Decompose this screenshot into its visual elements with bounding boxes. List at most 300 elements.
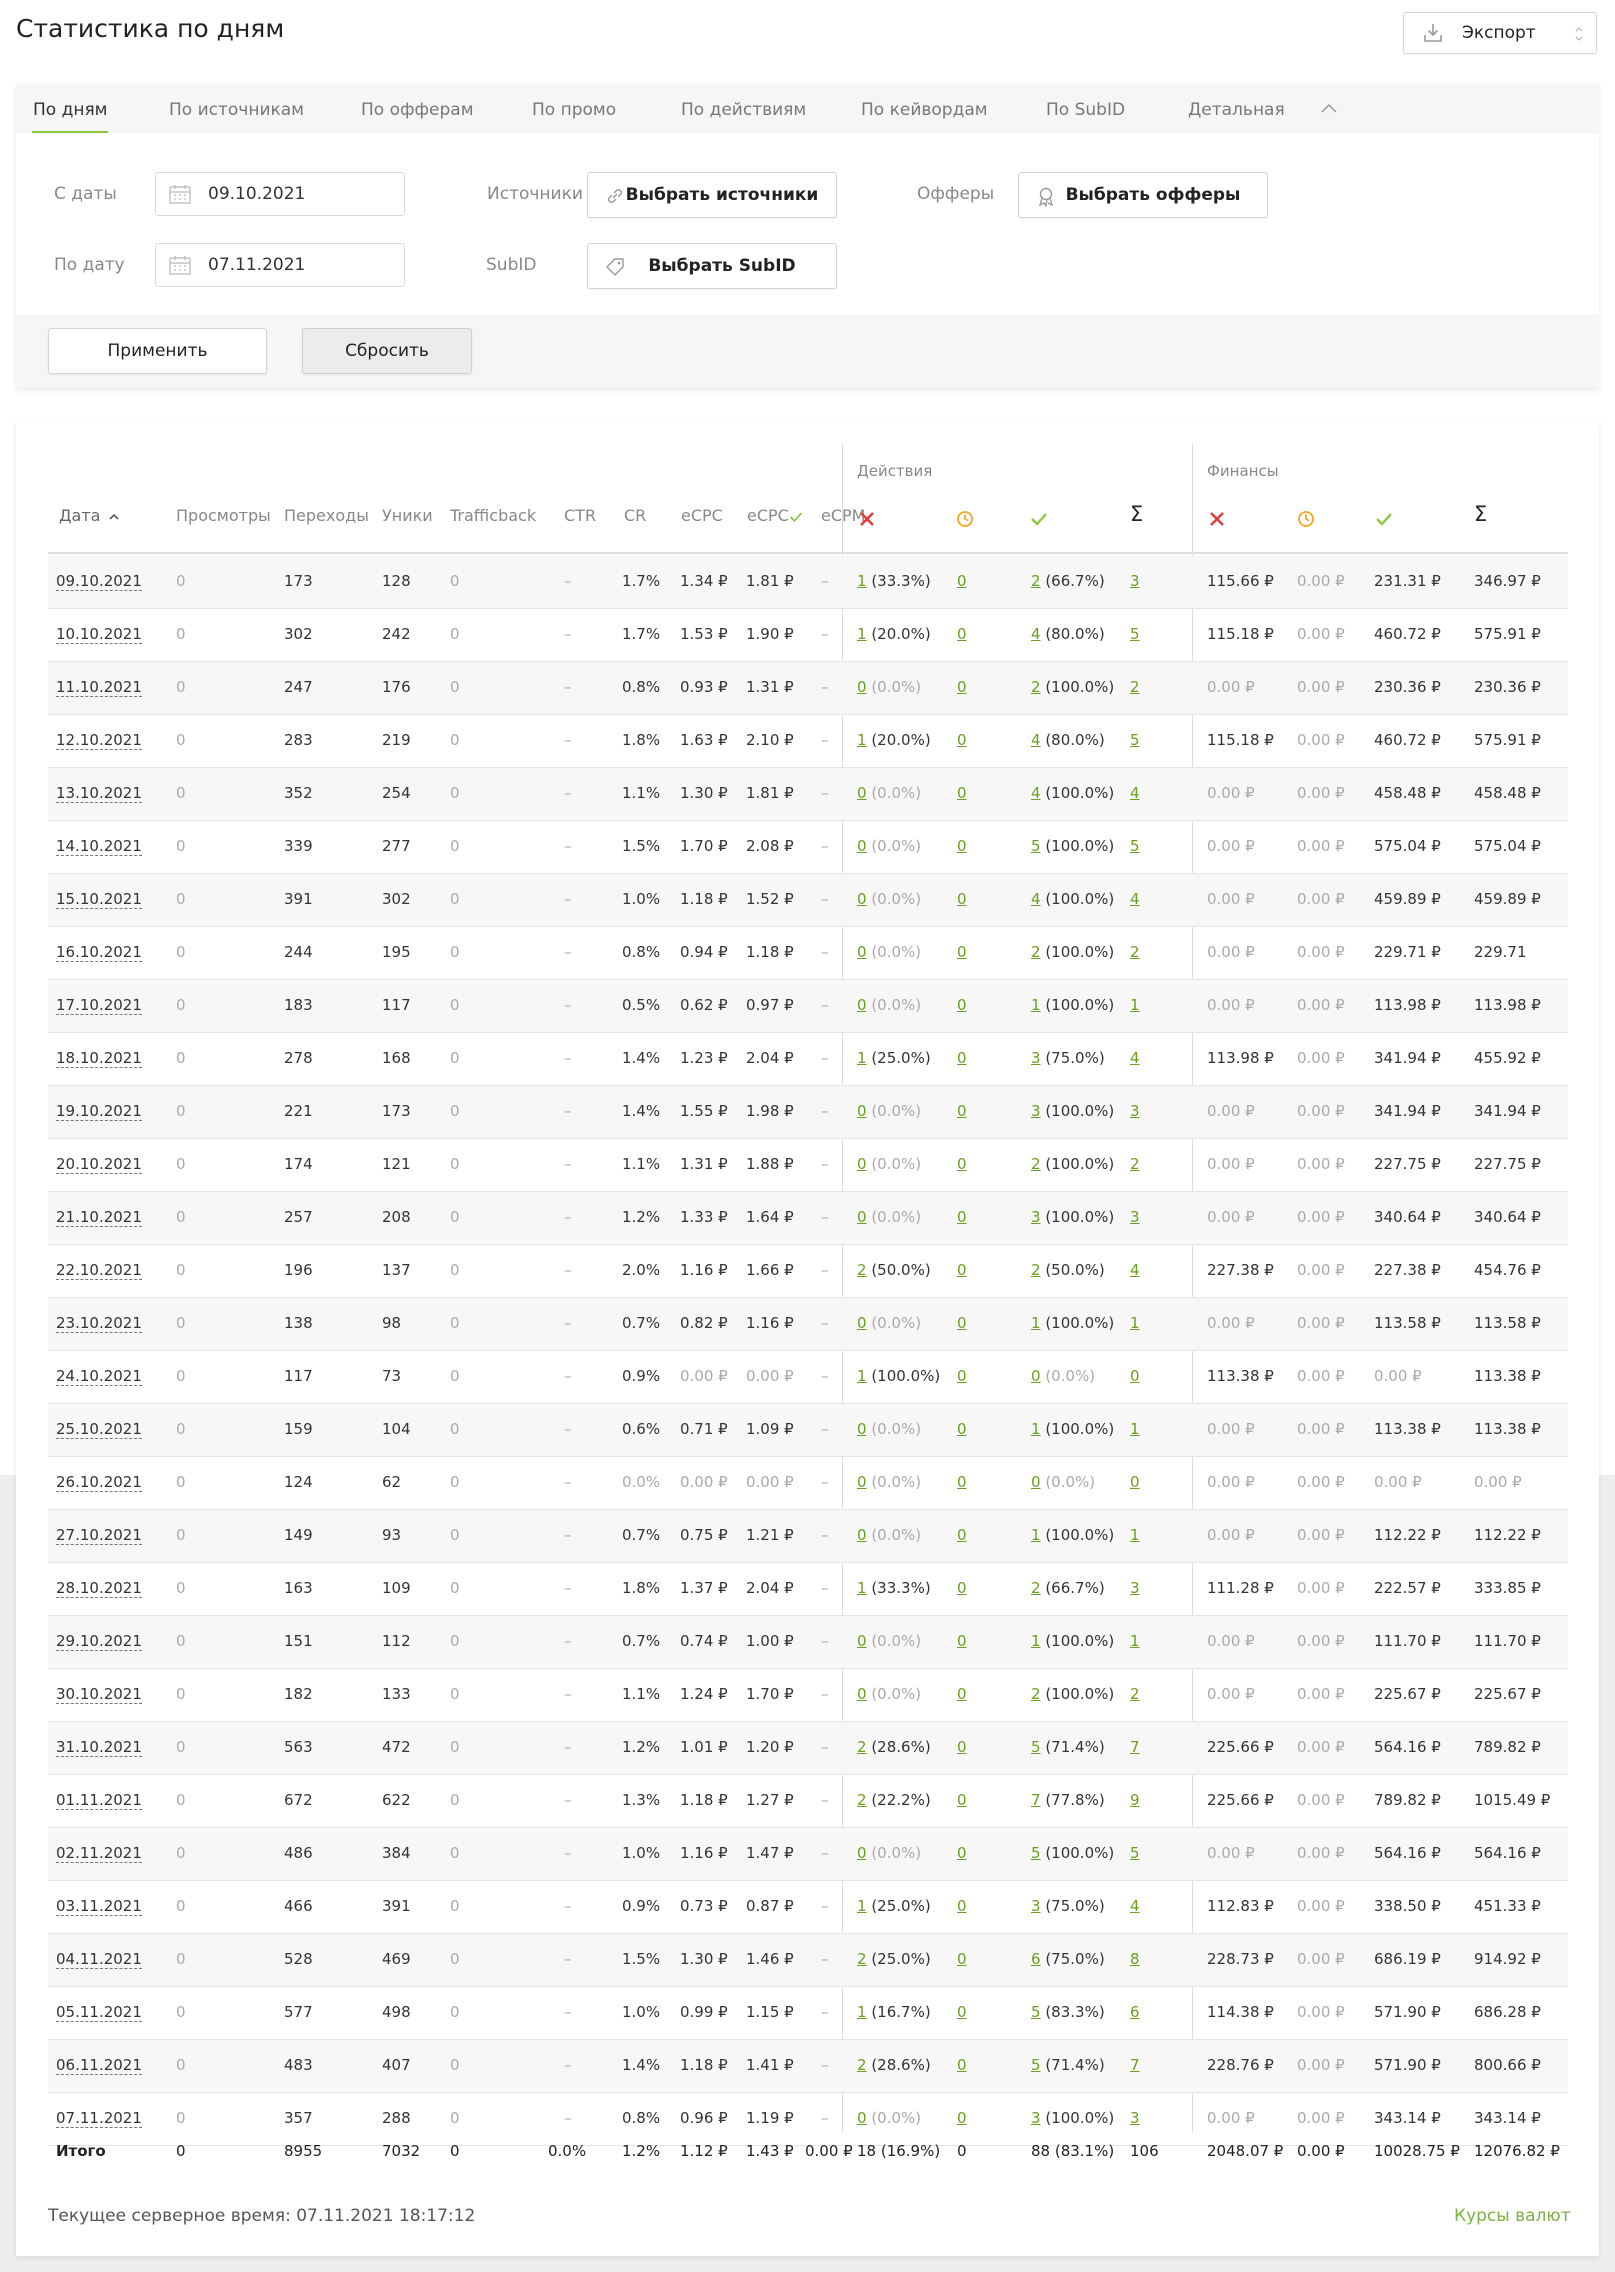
count-link[interactable]: 6 <box>1130 2003 1140 2021</box>
count-link[interactable]: 0 <box>957 1367 967 1385</box>
col-views-header[interactable]: Просмотры <box>176 506 271 525</box>
cell-pending[interactable] <box>957 1420 967 1438</box>
cell-rejected[interactable] <box>857 1314 921 1332</box>
cell-approved[interactable] <box>1031 1473 1095 1491</box>
cell-actions-sum[interactable] <box>1130 2056 1140 2074</box>
cell-rejected[interactable] <box>857 731 931 749</box>
count-link[interactable]: 2 <box>857 1261 867 1279</box>
count-link[interactable]: 5 <box>1031 1844 1041 1862</box>
count-link[interactable]: 0 <box>857 890 867 908</box>
count-link[interactable]: 3 <box>1031 1897 1041 1915</box>
count-link[interactable]: 0 <box>857 837 867 855</box>
cell-actions-sum[interactable] <box>1130 1314 1140 1332</box>
cell-approved[interactable] <box>1031 837 1114 855</box>
cell-pending[interactable] <box>957 572 967 590</box>
count-link[interactable]: 2 <box>1031 1155 1041 1173</box>
cell-rejected[interactable] <box>857 890 921 908</box>
count-link[interactable]: 1 <box>857 625 867 643</box>
cell-pending[interactable] <box>957 837 967 855</box>
date-link[interactable]: 15.10.2021 <box>56 890 142 908</box>
select-sources-button[interactable] <box>587 172 837 218</box>
cell-pending[interactable] <box>957 996 967 1014</box>
count-link[interactable]: 4 <box>1031 625 1041 643</box>
count-link[interactable]: 0 <box>957 731 967 749</box>
cell-date[interactable] <box>56 731 142 749</box>
count-link[interactable]: 1 <box>1031 1632 1041 1650</box>
tab-by-actions[interactable]: По действиям <box>681 100 807 120</box>
cell-rejected[interactable] <box>857 1844 921 1862</box>
cell-rejected[interactable] <box>857 1897 931 1915</box>
count-link[interactable]: 0 <box>957 625 967 643</box>
count-link[interactable]: 2 <box>1130 943 1140 961</box>
cell-approved[interactable] <box>1031 2109 1114 2127</box>
cell-date[interactable] <box>56 837 142 855</box>
count-link[interactable]: 0 <box>857 1632 867 1650</box>
count-link[interactable]: 0 <box>1031 1473 1041 1491</box>
count-link[interactable]: 1 <box>857 1579 867 1597</box>
cell-pending[interactable] <box>957 1950 967 1968</box>
cell-date[interactable] <box>56 1579 142 1597</box>
count-link[interactable]: 2 <box>857 2056 867 2074</box>
cell-approved[interactable] <box>1031 1526 1114 1544</box>
cell-pending[interactable] <box>957 943 967 961</box>
count-link[interactable]: 4 <box>1130 1261 1140 1279</box>
cell-date[interactable] <box>56 678 142 696</box>
cell-date[interactable] <box>56 1314 142 1332</box>
count-link[interactable]: 1 <box>857 1897 867 1915</box>
cell-rejected[interactable] <box>857 1420 921 1438</box>
count-link[interactable]: 3 <box>1130 1579 1140 1597</box>
count-link[interactable]: 4 <box>1130 784 1140 802</box>
count-link[interactable]: 0 <box>957 572 967 590</box>
count-link[interactable]: 7 <box>1130 2056 1140 2074</box>
count-link[interactable]: 0 <box>957 943 967 961</box>
tab-by-offers[interactable]: По офферам <box>361 100 474 120</box>
chevron-up-icon[interactable] <box>1320 102 1338 114</box>
actions-sum-header[interactable]: Σ <box>1130 502 1144 526</box>
count-link[interactable]: 4 <box>1031 784 1041 802</box>
col-uniques-header[interactable]: Уники <box>382 506 433 525</box>
count-link[interactable]: 0 <box>857 1420 867 1438</box>
count-link[interactable]: 0 <box>957 1314 967 1332</box>
cell-rejected[interactable] <box>857 1526 921 1544</box>
cell-pending[interactable] <box>957 1155 967 1173</box>
tab-by-keywords[interactable]: По кейвордам <box>861 100 988 120</box>
reject-icon[interactable] <box>858 510 876 532</box>
count-link[interactable]: 4 <box>1031 890 1041 908</box>
cell-pending[interactable] <box>957 1102 967 1120</box>
to-date-input[interactable] <box>155 243 405 287</box>
count-link[interactable]: 1 <box>1031 996 1041 1014</box>
cell-actions-sum[interactable] <box>1130 1579 1140 1597</box>
count-link[interactable]: 1 <box>1130 996 1140 1014</box>
cell-actions-sum[interactable] <box>1130 1897 1140 1915</box>
cell-date[interactable] <box>56 1208 142 1226</box>
count-link[interactable]: 0 <box>857 1473 867 1491</box>
count-link[interactable]: 1 <box>1130 1632 1140 1650</box>
cell-date[interactable] <box>56 1950 142 1968</box>
count-link[interactable]: 4 <box>1031 731 1041 749</box>
count-link[interactable]: 0 <box>957 1791 967 1809</box>
from-date-input[interactable] <box>155 172 405 216</box>
cell-pending[interactable] <box>957 1314 967 1332</box>
count-link[interactable]: 1 <box>857 2003 867 2021</box>
count-link[interactable]: 0 <box>957 996 967 1014</box>
reset-button[interactable]: Сбросить <box>302 328 472 374</box>
cell-pending[interactable] <box>957 890 967 908</box>
count-link[interactable]: 0 <box>957 1208 967 1226</box>
cell-actions-sum[interactable] <box>1130 943 1140 961</box>
date-link[interactable]: 19.10.2021 <box>56 1102 142 1120</box>
date-link[interactable]: 10.10.2021 <box>56 625 142 643</box>
cell-date[interactable] <box>56 1791 142 1809</box>
cell-pending[interactable] <box>957 784 967 802</box>
col-ecpc-approved-header[interactable]: eCPC <box>747 506 803 525</box>
count-link[interactable]: 3 <box>1130 1102 1140 1120</box>
cell-date[interactable] <box>56 1632 142 1650</box>
cell-rejected[interactable] <box>857 2109 921 2127</box>
count-link[interactable]: 0 <box>957 1632 967 1650</box>
cell-pending[interactable] <box>957 1791 967 1809</box>
cell-approved[interactable] <box>1031 1632 1114 1650</box>
cell-approved[interactable] <box>1031 1049 1105 1067</box>
count-link[interactable]: 3 <box>1031 1208 1041 1226</box>
cell-approved[interactable] <box>1031 1420 1114 1438</box>
count-link[interactable]: 0 <box>957 1049 967 1067</box>
count-link[interactable]: 5 <box>1130 1844 1140 1862</box>
count-link[interactable]: 2 <box>1130 1155 1140 1173</box>
date-link[interactable]: 26.10.2021 <box>56 1473 142 1491</box>
date-link[interactable]: 16.10.2021 <box>56 943 142 961</box>
date-link[interactable]: 05.11.2021 <box>56 2003 142 2021</box>
count-link[interactable]: 0 <box>957 2109 967 2127</box>
cell-date[interactable] <box>56 1844 142 1862</box>
select-offers-button[interactable] <box>1018 172 1268 218</box>
cell-actions-sum[interactable] <box>1130 1473 1140 1491</box>
cell-rejected[interactable] <box>857 1685 921 1703</box>
cell-rejected[interactable] <box>857 1579 931 1597</box>
count-link[interactable]: 0 <box>857 1155 867 1173</box>
count-link[interactable]: 0 <box>957 784 967 802</box>
cell-rejected[interactable] <box>857 1155 921 1173</box>
cell-date[interactable] <box>56 2003 142 2021</box>
count-link[interactable]: 5 <box>1031 2056 1041 2074</box>
count-link[interactable]: 5 <box>1031 1738 1041 1756</box>
cell-actions-sum[interactable] <box>1130 1844 1140 1862</box>
cell-approved[interactable] <box>1031 1791 1105 1809</box>
count-link[interactable]: 1 <box>857 1367 867 1385</box>
date-link[interactable]: 12.10.2021 <box>56 731 142 749</box>
count-link[interactable]: 0 <box>957 1473 967 1491</box>
cell-pending[interactable] <box>957 1473 967 1491</box>
count-link[interactable]: 3 <box>1130 2109 1140 2127</box>
count-link[interactable]: 0 <box>957 1420 967 1438</box>
count-link[interactable]: 7 <box>1031 1791 1041 1809</box>
date-link[interactable]: 27.10.2021 <box>56 1526 142 1544</box>
cell-date[interactable] <box>56 1897 142 1915</box>
cell-date[interactable] <box>56 1526 142 1544</box>
count-link[interactable]: 0 <box>957 1261 967 1279</box>
cell-actions-sum[interactable] <box>1130 890 1140 908</box>
date-link[interactable]: 17.10.2021 <box>56 996 142 1014</box>
cell-actions-sum[interactable] <box>1130 1526 1140 1544</box>
cell-date[interactable] <box>56 1473 142 1491</box>
date-link[interactable]: 01.11.2021 <box>56 1791 142 1809</box>
cell-rejected[interactable] <box>857 943 921 961</box>
cell-actions-sum[interactable] <box>1130 1632 1140 1650</box>
count-link[interactable]: 4 <box>1130 1049 1140 1067</box>
cell-pending[interactable] <box>957 2109 967 2127</box>
cell-approved[interactable] <box>1031 996 1114 1014</box>
count-link[interactable]: 2 <box>857 1950 867 1968</box>
cell-date[interactable] <box>56 1261 142 1279</box>
count-link[interactable]: 0 <box>857 2109 867 2127</box>
count-link[interactable]: 7 <box>1130 1738 1140 1756</box>
cell-approved[interactable] <box>1031 2056 1105 2074</box>
cell-actions-sum[interactable] <box>1130 1791 1140 1809</box>
pending-clock-icon[interactable] <box>956 510 974 532</box>
cell-rejected[interactable] <box>857 1632 921 1650</box>
cell-date[interactable] <box>56 1367 142 1385</box>
cell-actions-sum[interactable] <box>1130 784 1140 802</box>
count-link[interactable]: 1 <box>1130 1314 1140 1332</box>
count-link[interactable]: 0 <box>1130 1367 1140 1385</box>
cell-rejected[interactable] <box>857 2056 931 2074</box>
count-link[interactable]: 6 <box>1031 1950 1041 1968</box>
cell-approved[interactable] <box>1031 572 1105 590</box>
cell-approved[interactable] <box>1031 1314 1114 1332</box>
count-link[interactable]: 3 <box>1130 572 1140 590</box>
cell-actions-sum[interactable] <box>1130 1367 1140 1385</box>
count-link[interactable]: 8 <box>1130 1950 1140 1968</box>
cell-pending[interactable] <box>957 1897 967 1915</box>
tab-detailed[interactable]: Детальная <box>1188 100 1285 120</box>
date-link[interactable]: 14.10.2021 <box>56 837 142 855</box>
cell-actions-sum[interactable] <box>1130 996 1140 1014</box>
cell-pending[interactable] <box>957 1367 967 1385</box>
cell-date[interactable] <box>56 784 142 802</box>
count-link[interactable]: 0 <box>1031 1367 1041 1385</box>
col-ecpc-header[interactable]: eCPC <box>681 506 723 525</box>
cell-rejected[interactable] <box>857 1738 931 1756</box>
tab-by-days[interactable]: По дням <box>33 100 108 120</box>
cell-pending[interactable] <box>957 1632 967 1650</box>
count-link[interactable]: 5 <box>1130 625 1140 643</box>
count-link[interactable]: 0 <box>957 2056 967 2074</box>
count-link[interactable]: 1 <box>1130 1526 1140 1544</box>
count-link[interactable]: 2 <box>1130 1685 1140 1703</box>
date-link[interactable]: 24.10.2021 <box>56 1367 142 1385</box>
cell-approved[interactable] <box>1031 1579 1105 1597</box>
cell-pending[interactable] <box>957 1685 967 1703</box>
date-link[interactable]: 30.10.2021 <box>56 1685 142 1703</box>
count-link[interactable]: 2 <box>1031 943 1041 961</box>
cell-date[interactable] <box>56 1685 142 1703</box>
count-link[interactable]: 2 <box>857 1791 867 1809</box>
cell-approved[interactable] <box>1031 1950 1105 1968</box>
cell-approved[interactable] <box>1031 678 1114 696</box>
count-link[interactable]: 0 <box>957 1102 967 1120</box>
count-link[interactable]: 0 <box>957 1685 967 1703</box>
cell-pending[interactable] <box>957 731 967 749</box>
count-link[interactable]: 0 <box>957 1738 967 1756</box>
cell-approved[interactable] <box>1031 1897 1105 1915</box>
col-ecpm-header[interactable]: eCPM <box>821 506 866 525</box>
cell-approved[interactable] <box>1031 943 1114 961</box>
count-link[interactable]: 0 <box>1130 1473 1140 1491</box>
count-link[interactable]: 0 <box>957 890 967 908</box>
count-link[interactable]: 3 <box>1130 1208 1140 1226</box>
count-link[interactable]: 0 <box>957 837 967 855</box>
date-link[interactable]: 23.10.2021 <box>56 1314 142 1332</box>
col-clicks-header[interactable]: Переходы <box>284 506 369 525</box>
date-link[interactable]: 02.11.2021 <box>56 1844 142 1862</box>
cell-rejected[interactable] <box>857 1367 940 1385</box>
cell-actions-sum[interactable] <box>1130 1155 1140 1173</box>
cell-rejected[interactable] <box>857 1208 921 1226</box>
count-link[interactable]: 2 <box>1031 1261 1041 1279</box>
count-link[interactable]: 0 <box>857 996 867 1014</box>
select-subid-button[interactable] <box>587 243 837 289</box>
cell-actions-sum[interactable] <box>1130 678 1140 696</box>
cell-approved[interactable] <box>1031 2003 1105 2021</box>
cell-date[interactable] <box>56 943 142 961</box>
count-link[interactable]: 9 <box>1130 1791 1140 1809</box>
date-link[interactable]: 09.10.2021 <box>56 572 142 590</box>
cell-pending[interactable] <box>957 1261 967 1279</box>
count-link[interactable]: 1 <box>857 572 867 590</box>
count-link[interactable]: 0 <box>857 1685 867 1703</box>
cell-approved[interactable] <box>1031 625 1105 643</box>
cell-rejected[interactable] <box>857 572 931 590</box>
cell-actions-sum[interactable] <box>1130 2003 1140 2021</box>
count-link[interactable]: 0 <box>957 1155 967 1173</box>
count-link[interactable]: 0 <box>857 1208 867 1226</box>
count-link[interactable]: 1 <box>1031 1314 1041 1332</box>
cell-rejected[interactable] <box>857 996 921 1014</box>
cell-actions-sum[interactable] <box>1130 731 1140 749</box>
cell-actions-sum[interactable] <box>1130 2109 1140 2127</box>
date-link[interactable]: 31.10.2021 <box>56 1738 142 1756</box>
count-link[interactable]: 2 <box>1031 678 1041 696</box>
cell-date[interactable] <box>56 996 142 1014</box>
cell-approved[interactable] <box>1031 784 1114 802</box>
cell-rejected[interactable] <box>857 1950 931 1968</box>
cell-approved[interactable] <box>1031 1844 1114 1862</box>
cell-rejected[interactable] <box>857 1102 921 1120</box>
count-link[interactable]: 1 <box>1031 1420 1041 1438</box>
count-link[interactable]: 0 <box>957 1844 967 1862</box>
cell-pending[interactable] <box>957 1579 967 1597</box>
cell-approved[interactable] <box>1031 1367 1095 1385</box>
cell-date[interactable] <box>56 1155 142 1173</box>
cell-approved[interactable] <box>1031 1102 1114 1120</box>
finance-sum-header[interactable]: Σ <box>1474 502 1488 526</box>
date-link[interactable]: 13.10.2021 <box>56 784 142 802</box>
cell-actions-sum[interactable] <box>1130 1261 1140 1279</box>
cell-approved[interactable] <box>1031 890 1114 908</box>
count-link[interactable]: 5 <box>1130 837 1140 855</box>
tab-by-subid[interactable]: По SubID <box>1046 100 1126 120</box>
apply-button[interactable]: Применить <box>48 328 267 374</box>
date-link[interactable]: 21.10.2021 <box>56 1208 142 1226</box>
cell-rejected[interactable] <box>857 2003 931 2021</box>
count-link[interactable]: 4 <box>1130 890 1140 908</box>
cell-actions-sum[interactable] <box>1130 1685 1140 1703</box>
col-trafficback-header[interactable]: Trafficback <box>450 506 537 525</box>
cell-pending[interactable] <box>957 1738 967 1756</box>
cell-date[interactable] <box>56 1049 142 1067</box>
tab-by-promo[interactable]: По промо <box>532 100 617 120</box>
cell-pending[interactable] <box>957 2056 967 2074</box>
date-link[interactable]: 22.10.2021 <box>56 1261 142 1279</box>
approve-check-icon[interactable] <box>1375 510 1393 532</box>
count-link[interactable]: 2 <box>1031 572 1041 590</box>
cell-pending[interactable] <box>957 1526 967 1544</box>
cell-actions-sum[interactable] <box>1130 572 1140 590</box>
date-link[interactable]: 03.11.2021 <box>56 1897 142 1915</box>
cell-actions-sum[interactable] <box>1130 1950 1140 1968</box>
cell-approved[interactable] <box>1031 1738 1105 1756</box>
count-link[interactable]: 1 <box>857 731 867 749</box>
cell-rejected[interactable] <box>857 1791 931 1809</box>
count-link[interactable]: 4 <box>1130 1897 1140 1915</box>
cell-rejected[interactable] <box>857 625 931 643</box>
cell-approved[interactable] <box>1031 1685 1114 1703</box>
cell-actions-sum[interactable] <box>1130 837 1140 855</box>
cell-date[interactable] <box>56 1738 142 1756</box>
count-link[interactable]: 3 <box>1031 2109 1041 2127</box>
cell-rejected[interactable] <box>857 837 921 855</box>
cell-date[interactable] <box>56 1102 142 1120</box>
count-link[interactable]: 5 <box>1130 731 1140 749</box>
cell-pending[interactable] <box>957 1049 967 1067</box>
cell-actions-sum[interactable] <box>1130 1049 1140 1067</box>
count-link[interactable]: 0 <box>857 678 867 696</box>
cell-rejected[interactable] <box>857 1261 931 1279</box>
cell-rejected[interactable] <box>857 1473 921 1491</box>
count-link[interactable]: 5 <box>1031 2003 1041 2021</box>
date-link[interactable]: 07.11.2021 <box>56 2109 142 2127</box>
count-link[interactable]: 0 <box>857 1102 867 1120</box>
col-date-header[interactable]: Дата <box>59 506 120 525</box>
count-link[interactable]: 0 <box>857 1526 867 1544</box>
cell-rejected[interactable] <box>857 784 921 802</box>
date-link[interactable]: 20.10.2021 <box>56 1155 142 1173</box>
count-link[interactable]: 2 <box>1031 1579 1041 1597</box>
cell-date[interactable] <box>56 2056 142 2074</box>
cell-pending[interactable] <box>957 1844 967 1862</box>
cell-pending[interactable] <box>957 2003 967 2021</box>
tab-by-sources[interactable]: По источникам <box>169 100 305 120</box>
cell-actions-sum[interactable] <box>1130 1738 1140 1756</box>
cell-date[interactable] <box>56 890 142 908</box>
cell-date[interactable] <box>56 625 142 643</box>
count-link[interactable]: 5 <box>1031 837 1041 855</box>
cell-date[interactable] <box>56 572 142 590</box>
cell-pending[interactable] <box>957 625 967 643</box>
count-link[interactable]: 3 <box>1031 1102 1041 1120</box>
count-link[interactable]: 2 <box>1031 1685 1041 1703</box>
count-link[interactable]: 0 <box>957 1526 967 1544</box>
cell-actions-sum[interactable] <box>1130 1102 1140 1120</box>
count-link[interactable]: 0 <box>957 678 967 696</box>
count-link[interactable]: 1 <box>857 1049 867 1067</box>
date-link[interactable]: 04.11.2021 <box>56 1950 142 1968</box>
export-button[interactable] <box>1403 12 1597 54</box>
date-link[interactable]: 11.10.2021 <box>56 678 142 696</box>
count-link[interactable]: 3 <box>1031 1049 1041 1067</box>
